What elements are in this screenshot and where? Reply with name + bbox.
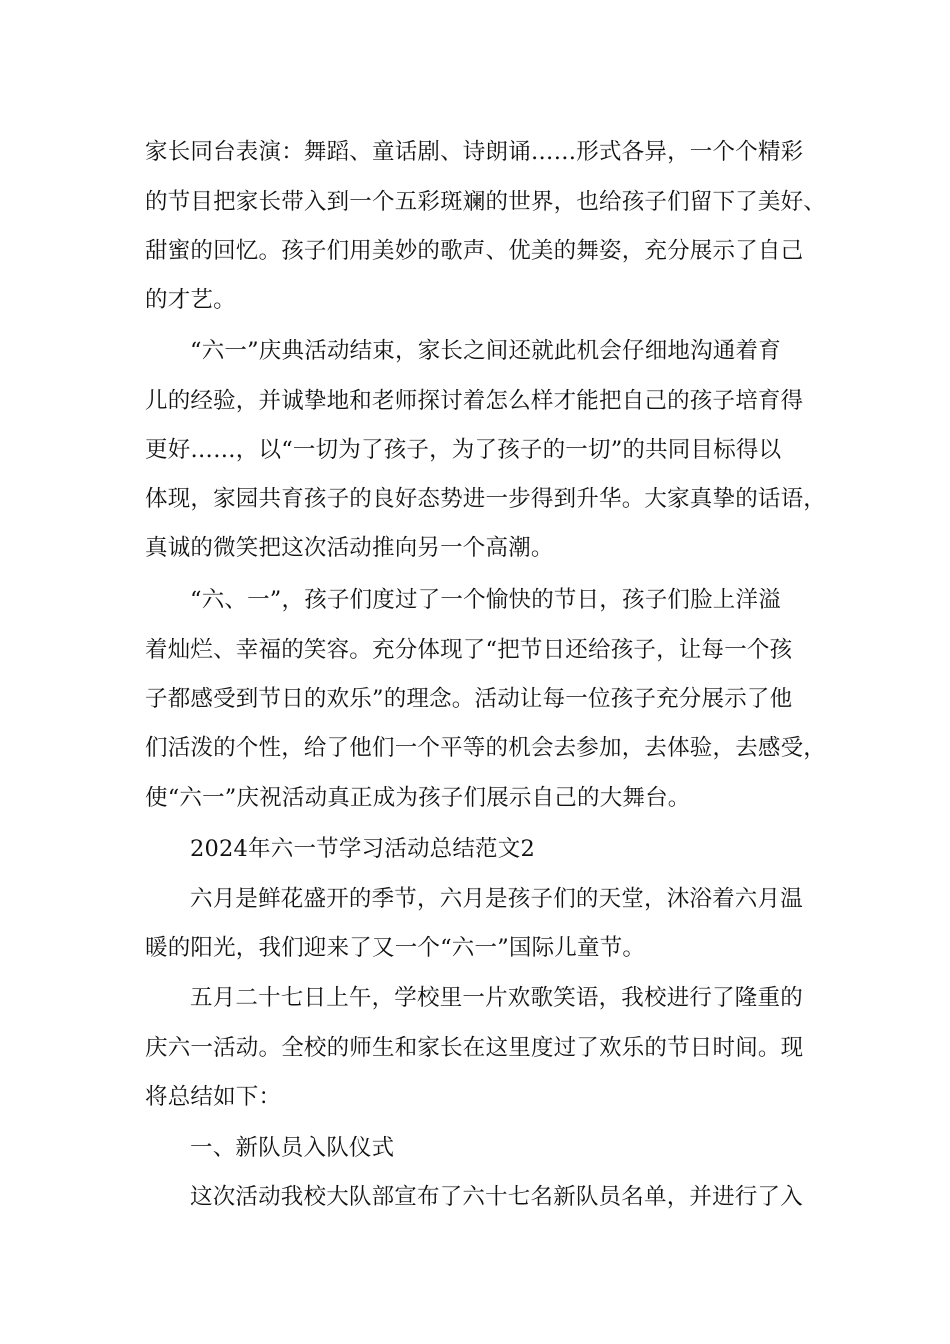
- text-line: 甜蜜的回忆。孩子们用美妙的歌声、优美的舞姿，充分展示了自己: [145, 238, 804, 264]
- subsection-heading: 一、新队员入队仪式: [190, 1135, 395, 1161]
- text-line: “六一”庆典活动结束，家长之间还就此机会仔细地沟通着育: [190, 338, 781, 364]
- section-heading: 2024年六一节学习活动总结范文2: [190, 836, 535, 862]
- text-line: 的节目把家长带入到一个五彩斑斓的世界，也给孩子们留下了美好、: [145, 189, 827, 215]
- text-line: “六、一”，孩子们度过了一个愉快的节日，孩子们脸上洋溢: [190, 587, 781, 613]
- text-line: 五月二十七日上午，学校里一片欢歌笑语，我校进行了隆重的: [190, 985, 803, 1011]
- text-line: 使“六一”庆祝活动真正成为孩子们展示自己的大舞台。: [145, 785, 691, 811]
- text-line: 体现，家园共育孩子的良好态势进一步得到升华。大家真挚的话语，: [145, 486, 827, 512]
- text-line: 着灿烂、幸福的笑容。充分体现了“把节日还给孩子，让每一个孩: [145, 637, 793, 663]
- text-line: 将总结如下：: [145, 1084, 282, 1110]
- text-line: 们活泼的个性，给了他们一个平等的机会去参加，去体验，去感受，: [145, 735, 827, 761]
- text-line: 的才艺。: [145, 287, 236, 313]
- text-line: 这次活动我校大队部宣布了六十七名新队员名单，并进行了入: [190, 1184, 803, 1210]
- text-line: 庆六一活动。全校的师生和家长在这里度过了欢乐的节日时间。现: [145, 1035, 804, 1061]
- text-line: 家长同台表演：舞蹈、童话剧、诗朗诵……形式各异，一个个精彩: [145, 139, 804, 165]
- text-line: 更好……，以“一切为了孩子，为了孩子的一切”的共同目标得以: [145, 437, 782, 463]
- text-line: 暖的阳光，我们迎来了又一个“六一”国际儿童节。: [145, 935, 646, 961]
- text-line: 真诚的微笑把这次活动推向另一个高潮。: [145, 535, 554, 561]
- text-line: 六月是鲜花盛开的季节，六月是孩子们的天堂，沐浴着六月温: [190, 886, 803, 912]
- text-line: 儿的经验，并诚挚地和老师探讨着怎么样才能把自己的孩子培育得: [145, 388, 804, 414]
- text-line: 子都感受到节日的欢乐”的理念。活动让每一位孩子充分展示了他: [145, 686, 793, 712]
